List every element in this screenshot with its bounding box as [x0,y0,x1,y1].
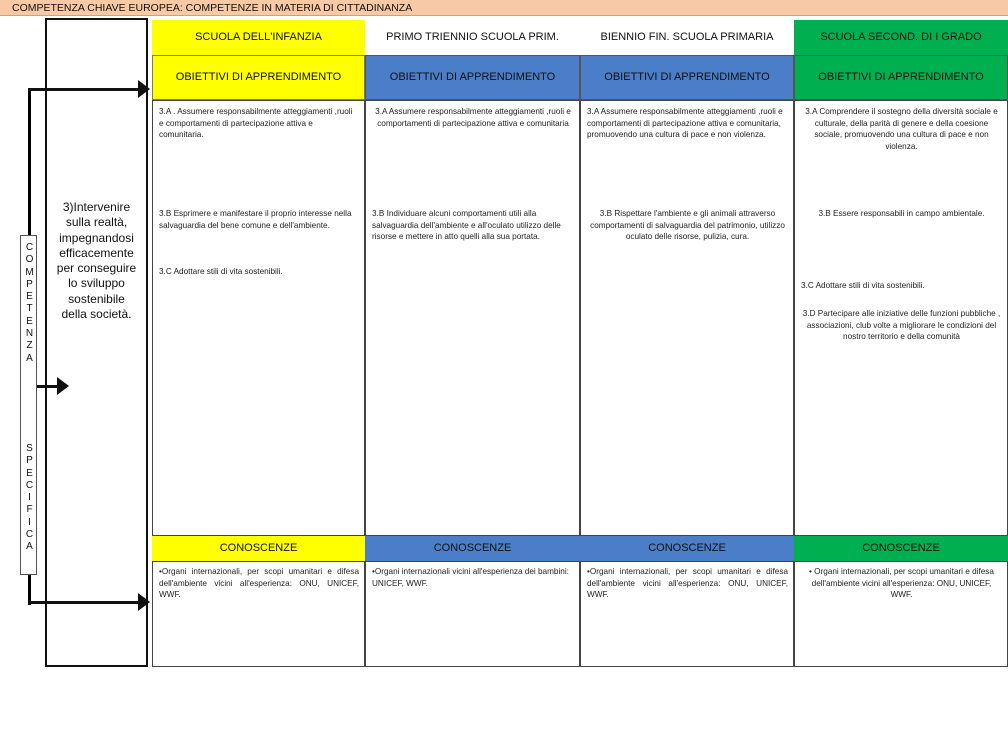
vertical-letter: O [25,254,34,266]
objectives-header-infanzia [152,55,365,100]
knowledge-triennio-text: •Organi internazionali vicini all'esperienza dei bambini: UNICEF, WWF. [372,567,569,588]
vertical-letter: E [26,467,33,479]
vertical-letter: S [26,443,33,454]
competenza-specifica-box [20,235,37,575]
vertical-letter: I [28,492,31,504]
objectives-cell-infanzia [152,100,365,536]
vertical-letter: F [26,504,33,516]
objective-secondaria-a: 3.A Comprendere il sostegno della diversità sociale e culturale, della parità di genere e della coesione sociale, promuovendo una cultura di pace e non violenza. [805,107,998,152]
competence-line: della società. [61,307,132,322]
header-infanzia-label: SCUOLA DELL'INFANZIA [195,31,322,43]
knowledge-header-triennio [365,536,580,561]
vertical-letter: Z [26,340,33,352]
header-infanzia [152,20,365,55]
objective-infanzia-a: 3.A . Assumere responsabilmente atteggiamenti ,ruoli e comportamenti di partecipazione attiva e comunitaria. [159,107,353,140]
objective-secondaria-c: 3.C Adottare stili di vita sostenibili. [801,281,925,290]
competence-description [47,200,146,322]
vertical-letter: C [25,479,34,491]
knowledge-biennio-text: •Organi internazionali, per scopi umanitari e difesa dell'ambiente vicini all'esperienza: ONU, UNICEF, WWF. [587,567,788,600]
vertical-letter: A [26,541,33,553]
objective-triennio-b: 3.B Individuare alcuni comportamenti utili alla salvaguardia dell'ambiente e all'oculato utilizzo delle risorse e mettere in atto quelli alla sua portata. [372,209,561,242]
competence-line: 3)Intervenire [62,200,131,214]
competence-line: efficacemente [59,245,134,260]
vertical-letter: I [28,516,31,528]
competence-line: per conseguire [56,261,137,276]
competence-line: lo sviluppo [68,276,125,291]
objectives-header-triennio [365,55,580,100]
objectives-title-infanzia: OBIETTIVI DI APPRENDIMENTO [175,71,342,83]
objectives-header-biennio [580,55,794,100]
specifica-letters [21,443,38,554]
objective-secondaria-d: 3.D Partecipare alle iniziative delle funzioni pubbliche , associazioni, club volte a migliorare le condizioni del nostro territorio e della comunità [802,309,1001,342]
competence-line: impegnandosi [59,230,134,245]
vertical-letter: A [26,352,33,364]
vertical-letter: N [25,328,34,340]
objectives-title-secondaria: OBIETTIVI DI APPRENDIMENTO [818,71,984,83]
objective-secondaria-b: 3.B Essere responsabili in campo ambientale. [818,209,985,218]
knowledge-infanzia-text: •Organi internazionali, per scopi umanitari e difesa dell'ambiente vicini all'esperienza: ONU, UNICEF, WWF. [159,567,359,600]
knowledge-title-triennio: CONOSCENZE [433,542,512,554]
objectives-header-secondaria [794,55,1008,100]
header-triennio-label: PRIMO TRIENNIO SCUOLA PRIM. [386,31,559,43]
vertical-letter: P [26,455,33,467]
vertical-letter: E [26,291,33,303]
knowledge-title-biennio: CONOSCENZE [648,542,726,554]
objective-infanzia-b: 3.B Esprimere e manifestare il proprio interesse nella salvaguardia del bene comune e dell'ambiente. [159,209,352,230]
competenza-letters [21,242,38,365]
header-secondaria [794,20,1008,55]
knowledge-title-infanzia: CONOSCENZE [219,542,298,554]
competence-line: sulla realtà, [65,215,128,230]
knowledge-secondaria-text: • Organi internazionali, per scopi umanitari e difesa dell'ambiente vicini all'esperienza: ONU, UNICEF, WWF. [809,567,994,600]
objective-biennio-b: 3.B Rispettare l'ambiente e gli animali attraverso comportamenti di salvaguardia del patrimonio, utilizzo oculato delle risorse, pulizia, cura. [590,209,785,242]
header-biennio-label: BIENNIO FIN. SCUOLA PRIMARIA [600,31,774,43]
objectives-title-triennio: OBIETTIVI DI APPRENDIMENTO [389,71,556,83]
vertical-letter: T [26,303,33,315]
knowledge-header-infanzia [152,536,365,561]
vertical-letter: P [26,278,33,290]
objective-infanzia-c: 3.C Adottare stili di vita sostenibili. [159,267,283,276]
vertical-letter: C [25,242,34,253]
objectives-title-biennio: OBIETTIVI DI APPRENDIMENTO [604,71,770,83]
header-secondaria-label: SCUOLA SECOND. DI I GRADO [820,31,982,43]
header-triennio [365,20,580,55]
objectives-cell-biennio [580,100,794,536]
knowledge-header-secondaria [794,536,1008,561]
page-title: COMPETENZA CHIAVE EUROPEA: COMPETENZE IN MATERIA DI CITTADINANZA [0,0,1008,16]
objectives-cell-triennio [365,100,580,536]
competence-line: sostenibile [68,291,125,306]
vertical-letter: M [25,266,34,278]
knowledge-header-biennio [580,536,794,561]
competence-box [45,18,148,667]
header-biennio [580,20,794,55]
knowledge-title-secondaria: CONOSCENZE [862,542,940,554]
vertical-letter: C [25,529,34,541]
vertical-letter: E [26,315,33,327]
objective-biennio-a: 3.A Assumere responsabilmente atteggiamenti ,ruoli e comportamenti di partecipazione attiva e comunitaria, promuovendo una cultura di pace e non violenza. [587,107,783,140]
objective-triennio-a: 3.A Assumere responsabilmente atteggiamenti ,ruoli e comportamenti di partecipazione attiva e comunitaria [375,107,571,128]
